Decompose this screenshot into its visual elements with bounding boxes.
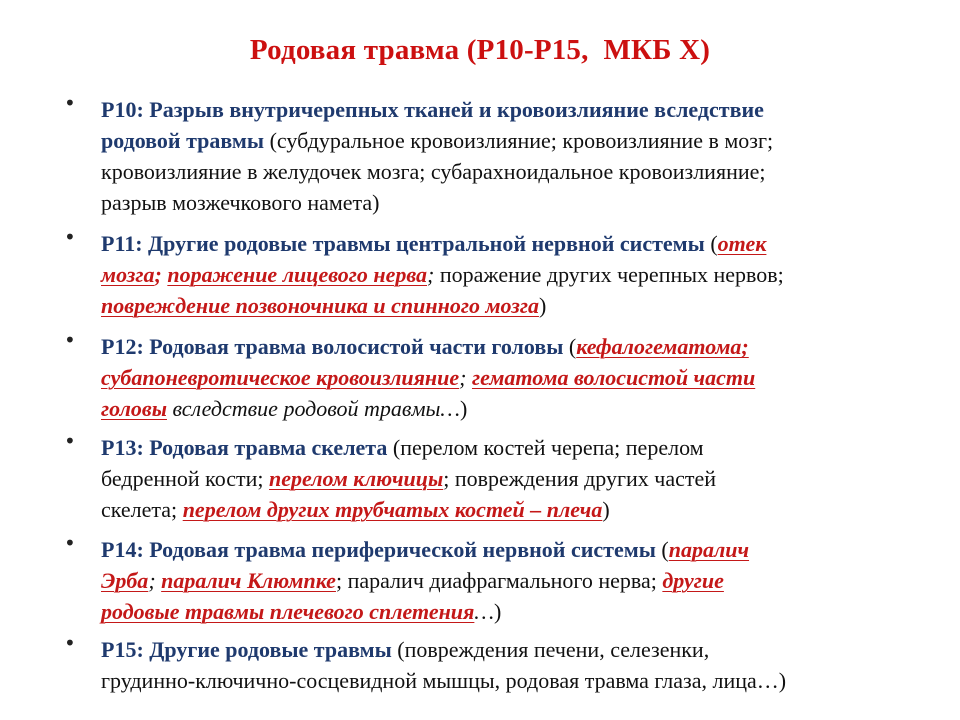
- bold-term: Р12: Родовая травма волосистой части головы: [101, 334, 564, 359]
- bullet-icon: •: [64, 328, 76, 352]
- plain-text: (повреждения печени, селезенки,: [391, 637, 710, 662]
- text-line: [101, 665, 941, 696]
- bullet-icon: •: [64, 429, 76, 453]
- list-item-text: [101, 634, 941, 696]
- text-line: [101, 187, 941, 218]
- red-emphasis: мозга: [101, 262, 155, 287]
- plain-text: поражение других черепных нервов;: [434, 262, 784, 287]
- text-line: [101, 463, 941, 494]
- plain-text: бедренной кости;: [101, 466, 270, 491]
- bold-term: Р15: Другие родовые травмы: [101, 637, 392, 662]
- italic-text: ;: [427, 262, 435, 287]
- plain-text: скелета;: [101, 497, 183, 522]
- red-emphasis: родовые травмы плечевого сплетения: [101, 599, 475, 624]
- text-line: [101, 432, 941, 463]
- italic-text: …: [474, 599, 494, 624]
- list-item-text: [101, 432, 941, 525]
- italic-text: вследствие родовой травмы…: [166, 396, 460, 421]
- plain-text: (перелом костей черепа; перелом: [387, 435, 704, 460]
- plain-text: ): [602, 497, 610, 522]
- plain-text: (: [704, 231, 718, 256]
- bullet-icon: •: [64, 225, 76, 249]
- text-line: [101, 259, 941, 290]
- bullet-icon: •: [64, 631, 76, 655]
- text-line: [101, 634, 941, 665]
- italic-text: ;: [459, 365, 472, 390]
- plain-text: (: [655, 537, 669, 562]
- red-emphasis: поражение лицевого нерва: [167, 262, 428, 287]
- bold-term: Р14: Родовая травма периферической нервной системы: [101, 537, 656, 562]
- bold-term: Р10: Разрыв внутричерепных тканей и кровоизлияние вследствие: [101, 97, 764, 122]
- text-line: [101, 228, 941, 259]
- bullet-icon: •: [64, 531, 76, 555]
- red-emphasis: гематома волосистой части: [471, 365, 756, 390]
- plain-text: ): [459, 396, 468, 421]
- slide-title: Родовая травма (Р10-Р15, МКБ X): [249, 34, 711, 66]
- red-emphasis: перелом других трубчатых костей – плеча: [182, 497, 603, 522]
- red-emphasis: отек: [717, 231, 767, 256]
- plain-text: ; паралич диафрагмального нерва;: [335, 568, 663, 593]
- plain-text: ): [538, 293, 547, 318]
- bold-term: родовой травмы: [101, 128, 265, 153]
- plain-text: (: [563, 334, 577, 359]
- text-line: [101, 362, 941, 393]
- bold-term: Р11: Другие родовые травмы центральной нервной системы: [101, 231, 705, 256]
- text-line: [101, 565, 941, 596]
- bold-term: Р13: Родовая травма скелета: [101, 435, 388, 460]
- text-line: [101, 596, 941, 627]
- red-italic: ;: [154, 262, 168, 287]
- text-line: [101, 94, 941, 125]
- list-item-text: [101, 94, 941, 218]
- italic-text: ;: [148, 568, 162, 593]
- plain-text: разрыв мозжечкового намета): [101, 190, 380, 215]
- red-emphasis: перелом ключицы: [269, 466, 444, 491]
- red-emphasis: паралич: [668, 537, 750, 562]
- red-emphasis: кефалогематома;: [576, 334, 749, 359]
- plain-text: ): [493, 599, 502, 624]
- text-line: [101, 393, 941, 424]
- red-emphasis: субапоневротическое кровоизлияние: [101, 365, 460, 390]
- text-line: [101, 494, 941, 525]
- text-line: [101, 156, 941, 187]
- text-line: [101, 125, 941, 156]
- text-line: [101, 331, 941, 362]
- red-emphasis: головы: [101, 396, 167, 421]
- bullet-icon: •: [64, 91, 76, 115]
- list-item-text: [101, 331, 941, 424]
- red-emphasis: Эрба: [101, 568, 149, 593]
- plain-text: ; повреждения других частей: [443, 466, 717, 491]
- list-item-text: [101, 534, 941, 627]
- list-item-text: [101, 228, 941, 321]
- red-emphasis: повреждение позвоночника и спинного мозга: [101, 293, 539, 318]
- plain-text: грудинно-ключично-сосцевидной мышцы, родовая травма глаза, лица…): [101, 668, 787, 693]
- plain-text: (субдуральное кровоизлияние; кровоизлияние в мозг;: [264, 128, 774, 153]
- text-line: [101, 534, 941, 565]
- red-emphasis: другие: [662, 568, 724, 593]
- text-line: [101, 290, 941, 321]
- red-emphasis: паралич Клюмпке: [161, 568, 336, 593]
- plain-text: кровоизлияние в желудочек мозга; субарахноидальное кровоизлияние;: [101, 159, 766, 184]
